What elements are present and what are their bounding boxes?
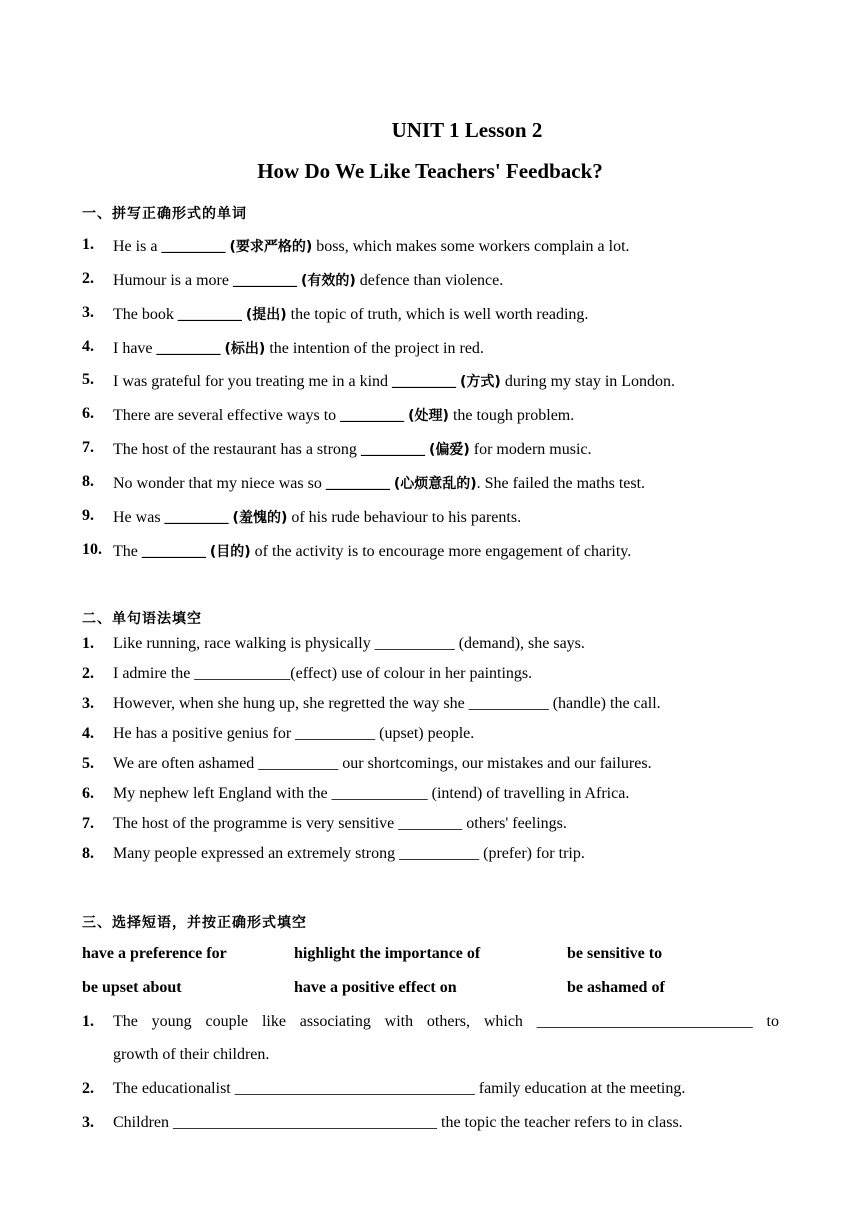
- phrase-option: highlight the importance of: [294, 945, 481, 962]
- item-text: [113, 270, 503, 290]
- item-number: 1.: [82, 236, 94, 253]
- chinese-hint: (要求严格的): [229, 239, 313, 255]
- chinese-hint: (处理): [408, 408, 449, 424]
- item-text: growth of their children.: [113, 1046, 270, 1063]
- item-text-after: during my stay in London.: [500, 373, 676, 390]
- answer-blank: ________: [141, 543, 206, 560]
- item-text: [113, 473, 645, 493]
- item-text-before: The book: [113, 306, 178, 323]
- phrase-option: be sensitive to: [567, 945, 663, 962]
- answer-blank: ________: [164, 509, 229, 526]
- answer-blank: ________: [156, 340, 221, 357]
- item-text-before: There are several effective ways to: [113, 407, 341, 424]
- item-text-before: Humour is a more: [113, 272, 233, 289]
- item-text-after: of his rude behaviour to his parents.: [287, 509, 522, 526]
- phrase-option: be upset about: [82, 979, 182, 996]
- answer-blank: ________: [360, 441, 425, 458]
- answer-blank: ________: [177, 306, 242, 323]
- item-number: 2.: [82, 665, 94, 682]
- section3-heading: 三、选择短语，并按正确形式填空: [82, 915, 307, 931]
- item-number: 4.: [82, 725, 94, 742]
- item-text-after: for modern music.: [469, 441, 592, 458]
- page-subtitle: How Do We Like Teachers' Feedback?: [257, 159, 603, 183]
- section1-heading: 一、拼写正确形式的单词: [82, 206, 247, 222]
- chinese-hint: (方式): [460, 374, 501, 390]
- item-text-after: the topic of truth, which is well worth reading.: [286, 306, 589, 323]
- item-text: [113, 236, 630, 256]
- item-text: He has a positive genius for __________ (upset) people.: [113, 725, 475, 742]
- item-text: [113, 405, 574, 425]
- item-text-before: I was grateful for you treating me in a kind: [113, 373, 393, 390]
- item-text: Many people expressed an extremely strong __________ (prefer) for trip.: [113, 845, 585, 862]
- item-number: 10.: [82, 541, 102, 558]
- answer-blank: ________: [325, 475, 390, 492]
- item-number: 5.: [82, 755, 94, 772]
- item-text-after: defence than violence.: [355, 272, 504, 289]
- phrase-option: be ashamed of: [567, 979, 665, 996]
- item-text: The host of the programme is very sensitive ________ others' feelings.: [113, 815, 567, 832]
- chinese-hint: (偏爱): [428, 442, 470, 458]
- item-text: The educationalist ______________________________ family education at the meeting.: [113, 1080, 686, 1097]
- answer-blank: ________: [232, 272, 297, 289]
- item-number: 3.: [82, 695, 94, 712]
- item-text-before: No wonder that my niece was so: [113, 475, 326, 492]
- item-number: 9.: [82, 507, 94, 524]
- item-text: The young couple like associating with others, which ___________________________ to: [113, 1013, 779, 1030]
- item-number: 6.: [82, 785, 94, 802]
- item-number: 8.: [82, 845, 94, 862]
- item-text: Like running, race walking is physically __________ (demand), she says.: [113, 635, 585, 652]
- item-text-before: The host of the restaurant has a strong: [113, 441, 361, 458]
- item-number: 2.: [82, 270, 94, 287]
- phrase-option: have a positive effect on: [294, 979, 457, 996]
- item-text-before: The: [113, 543, 142, 560]
- chinese-hint: (目的): [209, 544, 251, 560]
- item-text-after: the tough problem.: [448, 407, 575, 424]
- item-number: 7.: [82, 815, 94, 832]
- item-number: 2.: [82, 1080, 94, 1097]
- item-text: [113, 338, 484, 358]
- item-text: [113, 541, 631, 561]
- item-text-after: of the activity is to encourage more engagement of charity.: [250, 543, 632, 560]
- item-text-before: He is a: [113, 238, 162, 255]
- item-number: 3.: [82, 304, 94, 321]
- phrase-option: have a preference for: [82, 945, 227, 962]
- chinese-hint: (标出): [224, 341, 266, 357]
- chinese-hint: (羞愧的): [232, 510, 288, 526]
- item-text-after: boss, which makes some workers complain a lot.: [312, 238, 630, 255]
- item-number: 7.: [82, 439, 94, 456]
- chinese-hint: (有效的): [300, 273, 356, 289]
- item-number: 1.: [82, 635, 94, 652]
- answer-blank: ________: [340, 407, 405, 424]
- item-text: However, when she hung up, she regretted the way she __________ (handle) the call.: [113, 695, 661, 712]
- item-text: [113, 439, 591, 459]
- item-number: 8.: [82, 473, 94, 490]
- item-number: 3.: [82, 1114, 94, 1131]
- item-text: [113, 507, 521, 527]
- item-text: [113, 304, 588, 324]
- item-text: [113, 371, 675, 391]
- item-text: Children _________________________________ the topic the teacher refers to in class.: [113, 1114, 683, 1131]
- item-text-before: I have: [113, 340, 157, 357]
- item-text: My nephew left England with the ____________ (intend) of travelling in Africa.: [113, 785, 630, 802]
- page-title: UNIT 1 Lesson 2: [391, 118, 543, 142]
- chinese-hint: (提出): [245, 307, 287, 323]
- item-text-after: . She failed the maths test.: [476, 475, 646, 492]
- item-number: 1.: [82, 1013, 94, 1030]
- answer-blank: ________: [161, 238, 226, 255]
- item-text: I admire the ____________(effect) use of colour in her paintings.: [113, 665, 533, 682]
- item-number: 4.: [82, 338, 94, 355]
- answer-blank: ________: [392, 373, 457, 390]
- section2-heading: 二、单句语法填空: [82, 611, 202, 627]
- item-number: 6.: [82, 405, 94, 422]
- chinese-hint: (心烦意乱的): [393, 476, 477, 492]
- item-number: 5.: [82, 371, 94, 388]
- item-text: We are often ashamed __________ our shortcomings, our mistakes and our failures.: [113, 755, 652, 772]
- item-text-before: He was: [113, 509, 165, 526]
- item-text-after: the intention of the project in red.: [265, 340, 484, 357]
